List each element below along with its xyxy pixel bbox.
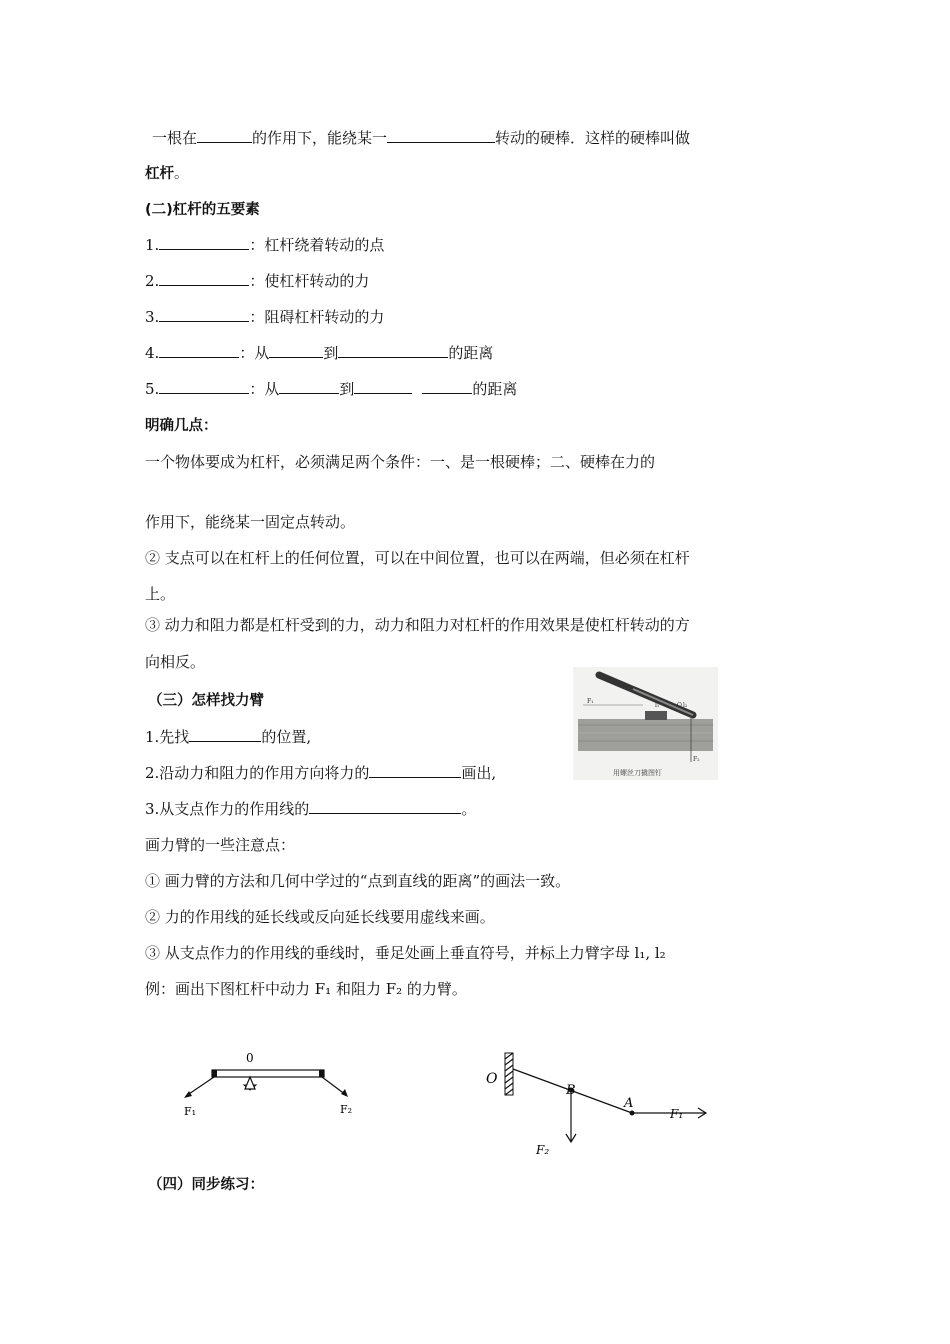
- label-b: B: [566, 1083, 576, 1098]
- lever-bar: [212, 1070, 324, 1077]
- fulcrum-triangle: [245, 1077, 255, 1089]
- blank: [387, 128, 495, 143]
- label-a: A: [624, 1096, 634, 1111]
- step-2: 2.沿动力和阻力的作用方向将力的 画出,: [145, 764, 497, 782]
- intro-text-1: 一根在: [152, 129, 198, 147]
- lever-diagram-right: [480, 1045, 720, 1165]
- point-1a: 一个物体要成为杠杆，必须满足两个条件：一、是一根硬棒；二、硬棒在力的: [145, 453, 656, 471]
- section3-title: （三）怎样找力臂: [148, 693, 264, 709]
- label-o: O: [486, 1071, 498, 1087]
- element-item-2: 2. ：使杠杆转动的力: [145, 272, 370, 290]
- photo-label-o: O: [677, 702, 682, 709]
- section4-title: （四）同步练习：: [148, 1177, 264, 1193]
- notes-title: 画力臂的一些注意点：: [145, 836, 296, 854]
- intro-text-2: 的作用下，能绕某一: [252, 129, 388, 147]
- note-1: ① 画力臂的方法和几何中学过的“点到直线的距离”的画法一致。: [145, 872, 571, 890]
- points-title: 明确几点：: [145, 418, 218, 434]
- lever-term: 杠杆: [145, 166, 174, 182]
- step-3: 3.从支点作力的作用线的 。: [145, 800, 477, 818]
- screwdriver-photo: [573, 667, 718, 780]
- intro-line: [152, 128, 690, 148]
- photo-label-l2: l₂: [683, 702, 688, 709]
- point-3a: ③ 动力和阻力都是杠杆受到的力，动力和阻力对杠杆的作用效果是使杠杆转动的方: [145, 616, 690, 634]
- note-3: ③ 从支点作力的作用线的垂线时，垂足处画上垂直符号，并标上力臂字母 l₁, l₂: [145, 944, 666, 962]
- photo-label-l1: l₁: [655, 702, 660, 709]
- photo-caption: 用螺丝刀撬图钉: [613, 769, 662, 777]
- intro-text-3: 转动的硬棒．这样的硬棒叫做: [495, 129, 691, 147]
- lever-diagram-left: [170, 1040, 370, 1125]
- f2-label: F₂: [340, 1103, 353, 1116]
- blank: [197, 128, 252, 143]
- point-3b: 向相反。: [145, 653, 206, 671]
- point-2b: 上。: [145, 585, 176, 603]
- element-item-3: 3. ：阻碍杠杆转动的力: [145, 308, 385, 326]
- photo-label-f2: F₂: [693, 756, 700, 763]
- note-2: ② 力的作用线的延长线或反向延长线要用虚线来画。: [145, 908, 495, 926]
- f1-label: F₁: [184, 1105, 197, 1118]
- step-1: 1.先找 的位置,: [145, 728, 312, 746]
- example-text: 例：画出下图杠杆中动力 F₁ 和阻力 F₂ 的力臂。: [145, 980, 467, 998]
- point-2a: ② 支点可以在杠杆上的任何位置，可以在中间位置，也可以在两端，但必须在杠杆: [145, 549, 690, 567]
- intro-term-line: 杠杆。: [145, 166, 189, 182]
- section2-title: (二)杠杆的五要素: [145, 202, 260, 218]
- label-f2: F₂: [536, 1143, 550, 1157]
- label-f1: F₁: [670, 1107, 684, 1121]
- point-1b: 作用下，能绕某一固定点转动。: [145, 513, 356, 531]
- element-item-4: 4. ：从 到 的距离: [145, 344, 494, 362]
- pivot-label: 0: [246, 1051, 254, 1065]
- photo-label-f1: F₁: [587, 698, 594, 705]
- element-item-1: 1. ：杠杆绕着转动的点: [145, 236, 385, 254]
- element-item-5: 5. ：从 到 的距离: [145, 380, 518, 398]
